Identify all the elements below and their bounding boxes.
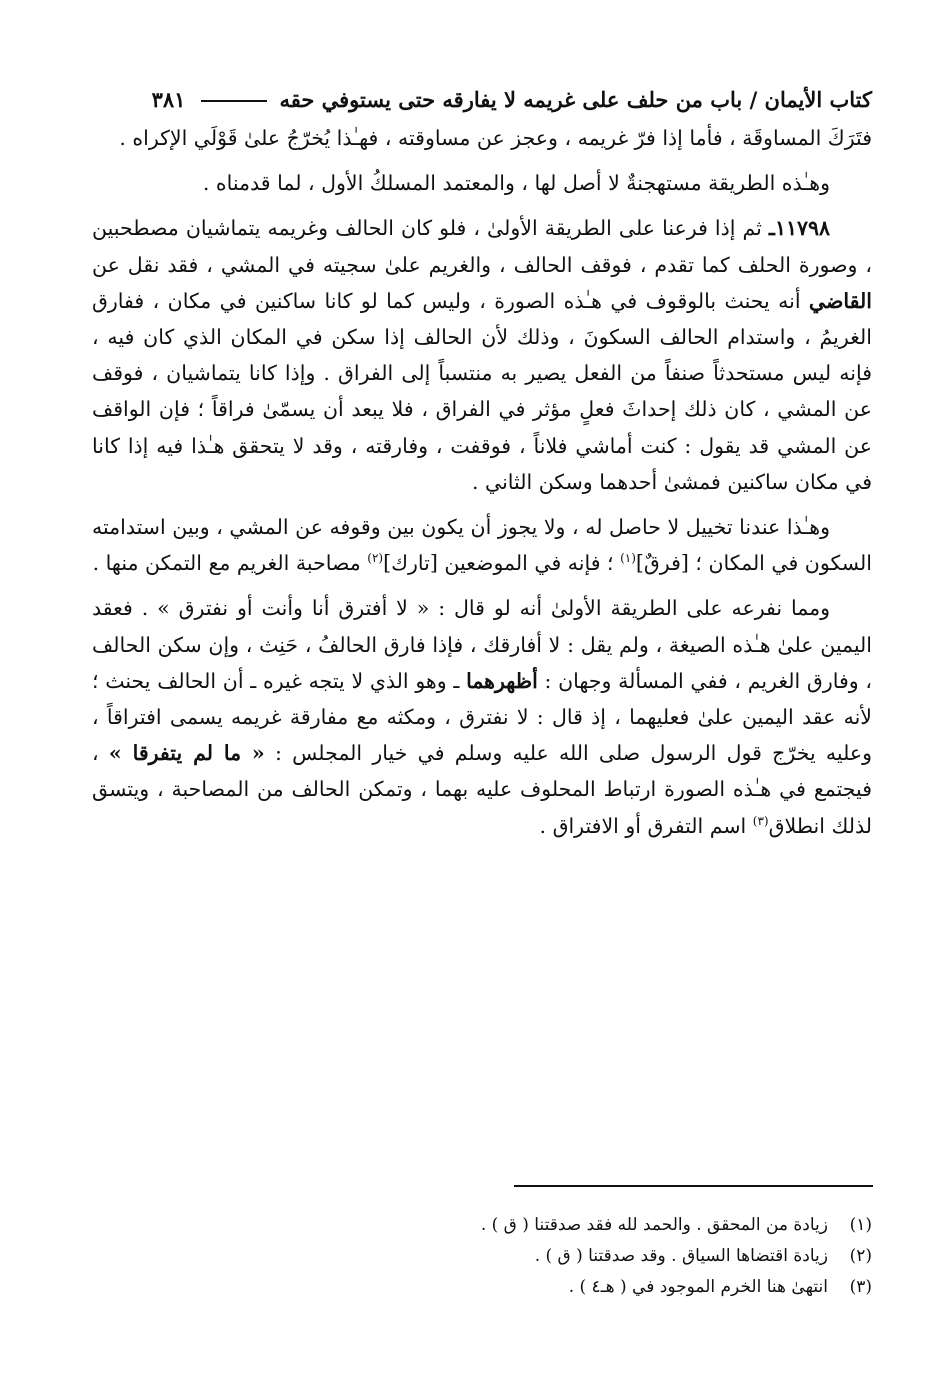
footnote-2 — [380, 1241, 872, 1272]
footnote-number: (٢) — [849, 1246, 872, 1266]
chapter-title: باب من حلف على غريمه لا يفارقه حتى يستوفي حقه — [279, 86, 743, 112]
page — [92, 78, 872, 844]
running-header — [92, 78, 872, 120]
footnote-number: (٣) — [849, 1277, 872, 1297]
page-number: ٣٨١ — [151, 86, 186, 112]
paragraph-1: فتَرَكَ المساوقَة ، فأما إذا فرّ غريمه ، وعجز عن مساوقته ، فهـٰذا يُخرّجُ علىٰ قَوْلَي الإكراه . — [119, 126, 872, 150]
footnote-ref-2: (٢) — [367, 551, 384, 566]
footnote-text: زيادة اقتضاها السياق . وقد صدقتنا ( ق ) . — [534, 1246, 828, 1266]
footnote-text: زيادة من المحقق . والحمد لله فقد صدقتنا ( ق ) . — [480, 1215, 828, 1235]
paragraph-5: ومما نفرعه على الطريقة الأولىٰ أنه لو قال : « لا أفترق أنا وأنت أو نفترق » . فعقد اليمين علىٰ هـٰذه الصيغة ، ولم يقل : لا أفارقك ، فإذا فارق الحالفُ ، حَنِث ، وإن سكن الحالف ، وفارق الغريم ، ففي المسألة وجهان : أظهرهما ـ وهو الذي لا يتجه غيره ـ أن الحالف يحنث ؛ لأنه عقد اليمين علىٰ فعليهما ، إذ قال : لا نفترق ، ومكثه مع مفارقة غريمه يسمى افتراقاً ، وعليه يخرّج قول الرسول صلى الله عليه وسلم في خيار المجلس : « ما لم يتفرقا » ، فيجتمع في هـٰذه الصورة ارتباط المحلوف عليه بهما ، وتمكن الحالف من المصاحبة ، ويتسق لذلك انطلاق$^{(٣)}$ اسم التفرق أو الافتراق . — [92, 596, 872, 838]
footnote-number: (١) — [849, 1215, 872, 1235]
footnote-ref-3: (٣) — [752, 813, 769, 828]
paragraph-4: وهـٰذا عندنا تخييل لا حاصل له ، ولا يجوز أن يكون بين وقوفه عن المشي ، وبين استدامته السكون في المكان ؛ [فرقٌ]$^{(١)}$ ؛ فإنه في الموضعين [تارك]$^{(٢)}$ مصاحبة الغريم مع التمكن منها . — [92, 515, 872, 576]
paragraph-2: وهـٰذه الطريقة مستهجنةٌ لا أصل لها ، والمعتمد المسلكُ الأول ، لما قدمناه . — [202, 171, 830, 196]
footnote-separator — [514, 1185, 873, 1187]
header-rule — [201, 100, 267, 102]
hadith-quote: « ما لم يتفرقا » — [108, 741, 265, 766]
qadi-name: القاضي — [808, 288, 872, 313]
footnotes — [380, 1210, 872, 1303]
footnote-ref-1: (١) — [620, 551, 636, 566]
issue-number: ١١٧٩٨ـ — [768, 216, 830, 241]
footnote-1 — [380, 1210, 872, 1241]
main-text — [92, 120, 872, 844]
book-title: كتاب الأيمان / — [749, 86, 872, 112]
azharuhuma: أظهرهما — [466, 668, 538, 693]
footnote-3 — [380, 1272, 872, 1303]
paragraph-3: ١١٧٩٨ـ ثم إذا فرعنا على الطريقة الأولىٰ ، فلو كان الحالف وغريمه يتماشيان مصطحبين ، وصورة الحلف كما تقدم ، فوقف الحالف ، والغريم علىٰ سجيته في المشي ، فقد نقل عن القاضي أنه يحنث بالوقوف في هـٰذه الصورة ، وليس كما لو كانا ساكنين في مكان ، ففارق الغريمُ ، واستدام الحالف السكونَ ، وذلك لأن الحالف إذا سكن في المكان الذي كان فيه ، فإنه ليس مستحدثاً صنفاً من الفعل يصير به منتسباً إلى الفراق . وإذا كانا يتماشيان ، فوقف عن المشي ، كان ذلك إحداثَ فعلٍ مؤثر في الفراق ، فلا يبعد أن يسمّىٰ فراقاً ؛ فإن الواقف عن المشي قد يقول : كنت أماشي فلاناً ، فوقفت ، وفارقته ، وقد لا يتحقق هـٰذا فيه إذا كانا في مكان ساكنين فمشىٰ أحدهما وسكن الثاني . — [92, 216, 872, 494]
footnote-text: انتهىٰ هنا الخرم الموجود في ( هـ٤ ) . — [568, 1277, 828, 1297]
